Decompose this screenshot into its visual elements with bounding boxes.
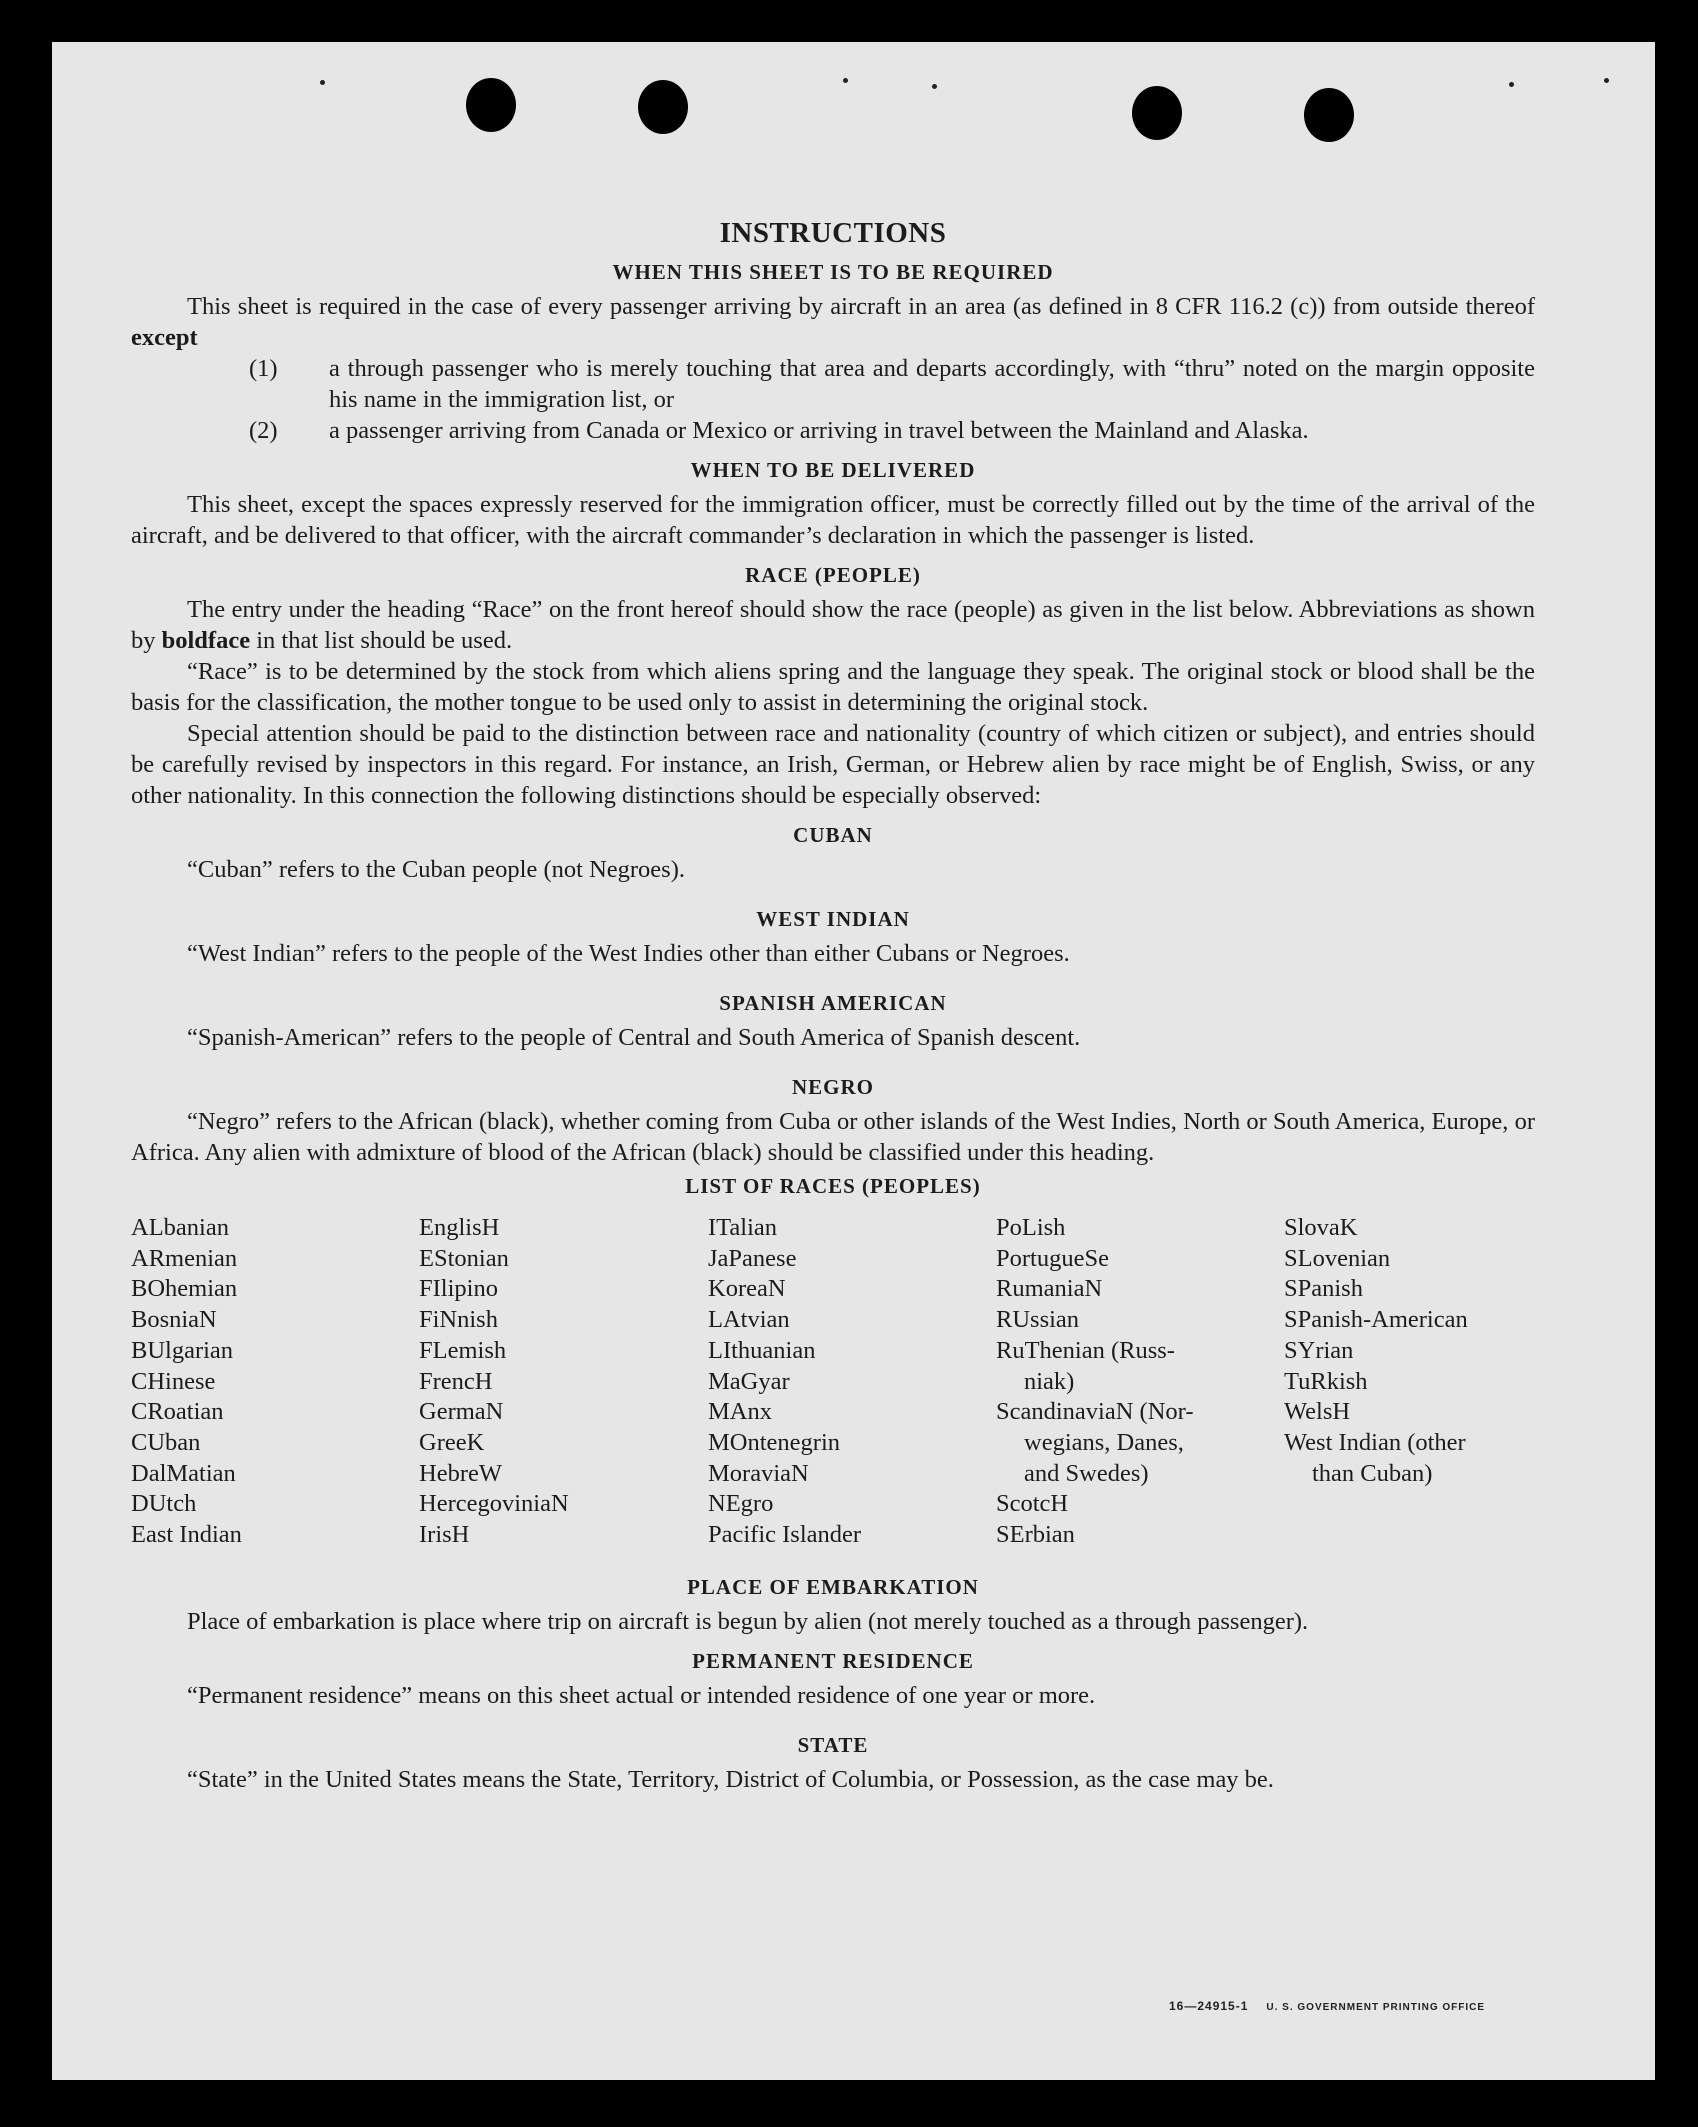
section-heading-when-delivered: WHEN TO BE DELIVERED <box>690 458 976 482</box>
race-entry: FLemish <box>419 1336 507 1364</box>
race-column <box>996 1213 1266 1551</box>
race-entry: PoLish <box>996 1214 1066 1241</box>
document-page <box>52 42 1655 2080</box>
section-heading-west-indian: WEST INDIAN <box>756 907 910 931</box>
exception-number: (2) <box>249 417 278 444</box>
race-entry: SPanish <box>1284 1275 1363 1303</box>
race-column <box>419 1213 689 1551</box>
speck <box>1509 82 1514 87</box>
race-entry: RumaniaN <box>996 1275 1103 1303</box>
speck <box>1604 78 1609 83</box>
race-entry: BUlgarian <box>131 1336 234 1364</box>
west-indian-text: “West Indian” refers to the people of the West Indies other than either Cubans or Negroes. <box>187 940 1070 967</box>
section-heading-state: STATE <box>797 1733 869 1757</box>
race-entry: ALbanian <box>131 1214 229 1241</box>
race-entry: Pacific Islander <box>708 1521 862 1549</box>
exception-list <box>131 353 1535 446</box>
exception-item <box>131 415 1535 446</box>
race-paragraph-1 <box>131 594 1535 656</box>
race-column <box>1284 1213 1554 1489</box>
race-p1-text-a: The entry under the heading “Race” on the front hereof should show the race (people) as given in the list below. Abbreviations as shown by <box>131 596 1535 654</box>
section-heading-negro: NEGRO <box>791 1075 874 1099</box>
race-p1-text-b: in that list should be used. <box>250 627 513 654</box>
punch-hole <box>1132 86 1182 140</box>
race-entry: DalMatian <box>131 1459 236 1487</box>
race-entry: ScotcH <box>996 1490 1069 1518</box>
section-heading-residence: PERMANENT RESIDENCE <box>692 1649 974 1673</box>
form-code <box>1169 1999 1485 2013</box>
state-text: “State” in the United States means the State, Territory, District of Columbia, or Possession, as the case may be. <box>187 1766 1274 1793</box>
race-entry: ITalian <box>708 1214 778 1241</box>
when-required-intro-text: This sheet is required in the case of every passenger arriving by aircraft in an area (as defined in 8 CFR 116.2 (c)) from outside thereof <box>187 293 1535 320</box>
exception-item <box>131 353 1535 415</box>
race-entry: EnglisH <box>419 1214 500 1241</box>
section-heading-list-of-races: LIST OF RACES (PEOPLES) <box>685 1174 981 1198</box>
race-column <box>131 1213 401 1551</box>
punch-hole <box>466 78 516 132</box>
race-entry: CRoatian <box>131 1398 224 1426</box>
race-entry: SlovaK <box>1284 1214 1358 1241</box>
race-p1-boldface: boldface <box>161 627 251 654</box>
race-entry: HebreW <box>419 1459 502 1487</box>
race-entry: East Indian <box>131 1521 242 1549</box>
race-entry: West Indian (other <box>1284 1428 1466 1456</box>
section-heading-race: RACE (PEOPLE) <box>745 563 921 587</box>
embarkation-text: Place of embarkation is place where trip on aircraft is begun by alien (not merely touched as a through passenger). <box>187 1608 1309 1635</box>
race-entry-continued: niak) <box>1024 1367 1075 1395</box>
race-list <box>131 1213 1535 1571</box>
race-entry: KoreaN <box>708 1275 786 1303</box>
race-entry: FIlipino <box>419 1275 498 1303</box>
race-entry-continued: wegians, Danes, <box>1024 1428 1184 1456</box>
race-entry: CUban <box>131 1428 201 1456</box>
negro-text: “Negro” refers to the African (black), whether coming from Cuba or other islands of the West Indies, North or South America, Europe, or Africa. Any alien with admixture of blood of the African (black) should be classified under this heading. <box>131 1108 1535 1166</box>
race-entry: GermaN <box>419 1398 504 1426</box>
speck <box>843 78 848 83</box>
race-entry-continued: and Swedes) <box>1024 1459 1149 1487</box>
race-entry: RuThenian (Russ- <box>996 1336 1175 1364</box>
section-heading-cuban: CUBAN <box>793 823 873 847</box>
exception-text: a through passenger who is merely touching that area and departs accordingly, with “thru” noted on the margin opposite his name in the immigration list, or <box>329 355 1535 413</box>
speck <box>932 84 937 89</box>
race-entry: ARmenian <box>131 1244 238 1272</box>
race-entry: RUssian <box>996 1306 1080 1334</box>
race-entry: ScandinaviaN (Nor- <box>996 1398 1194 1426</box>
race-entry: FrencH <box>419 1367 493 1395</box>
instructions-body <box>131 217 1535 1795</box>
punch-hole <box>638 80 688 134</box>
exception-number: (1) <box>249 355 278 382</box>
when-delivered-text: This sheet, except the spaces expressly reserved for the immigration officer, must be correctly filled out by the time of the arrival of the aircraft, and be delivered to that officer, with the aircraft commander’s declaration in which the passenger is listed. <box>131 491 1535 549</box>
when-required-intro <box>131 291 1535 353</box>
race-entry: WelsH <box>1284 1398 1351 1426</box>
race-paragraph-3: Special attention should be paid to the distinction between race and nationality (country of which citizen or subject), and entries should be carefully revised by inspectors in this regard. For instance, an Irish, German, or Hebrew alien by race might be of English, Swiss, or any other nationality. In this connection the following distinctions should be especially observed: <box>131 720 1535 809</box>
race-entry-continued: than Cuban) <box>1312 1459 1433 1487</box>
residence-text: “Permanent residence” means on this sheet actual or intended residence of one year or more. <box>187 1682 1096 1709</box>
race-entry: SLovenian <box>1284 1244 1391 1272</box>
race-entry: TuRkish <box>1284 1367 1368 1395</box>
race-entry: DUtch <box>131 1490 197 1518</box>
section-heading-when-required: WHEN THIS SHEET IS TO BE REQUIRED <box>612 260 1054 284</box>
race-entry: FiNnish <box>419 1306 498 1334</box>
race-entry: MOntenegrin <box>708 1428 840 1456</box>
race-entry: LIthuanian <box>708 1336 816 1364</box>
race-entry: SYrian <box>1284 1336 1354 1364</box>
race-paragraph-2: “Race” is to be determined by the stock from which aliens spring and the language they speak. The original stock or blood shall be the basis for the classification, the mother tongue to be used only to assist in determining the original stock. <box>131 658 1535 716</box>
speck <box>320 80 325 85</box>
race-entry: NEgro <box>708 1490 774 1518</box>
race-entry: EStonian <box>419 1244 509 1272</box>
section-heading-embarkation: PLACE OF EMBARKATION <box>687 1575 979 1599</box>
spanish-american-text: “Spanish-American” refers to the people of Central and South America of Spanish descent. <box>187 1024 1081 1051</box>
punch-hole <box>1304 88 1354 142</box>
race-entry: LAtvian <box>708 1306 790 1334</box>
race-entry: GreeK <box>419 1428 485 1456</box>
race-entry: SErbian <box>996 1521 1075 1549</box>
race-entry: IrisH <box>419 1521 470 1549</box>
race-entry: HercegoviniaN <box>419 1490 569 1518</box>
race-entry: MAnx <box>708 1398 772 1426</box>
exception-text: a passenger arriving from Canada or Mexico or arriving in travel between the Mainland and Alaska. <box>329 417 1309 444</box>
race-entry: MoraviaN <box>708 1459 809 1487</box>
race-entry: BosniaN <box>131 1306 217 1334</box>
page-title: INSTRUCTIONS <box>719 217 947 249</box>
form-number: 16—24915-1 <box>1169 1999 1249 2013</box>
race-entry: JaPanese <box>708 1244 797 1272</box>
race-entry: SPanish-American <box>1284 1306 1468 1334</box>
race-entry: BOhemian <box>131 1275 238 1303</box>
race-entry: PortugueSe <box>996 1244 1109 1272</box>
section-heading-spanish-american: SPANISH AMERICAN <box>719 991 947 1015</box>
cuban-text: “Cuban” refers to the Cuban people (not Negroes). <box>187 856 685 883</box>
race-column <box>708 1213 978 1551</box>
race-entry: CHinese <box>131 1367 216 1395</box>
race-entry: MaGyar <box>708 1367 790 1395</box>
when-required-except: except <box>131 324 198 351</box>
printer-imprint: U. S. GOVERNMENT PRINTING OFFICE <box>1266 2002 1486 2013</box>
